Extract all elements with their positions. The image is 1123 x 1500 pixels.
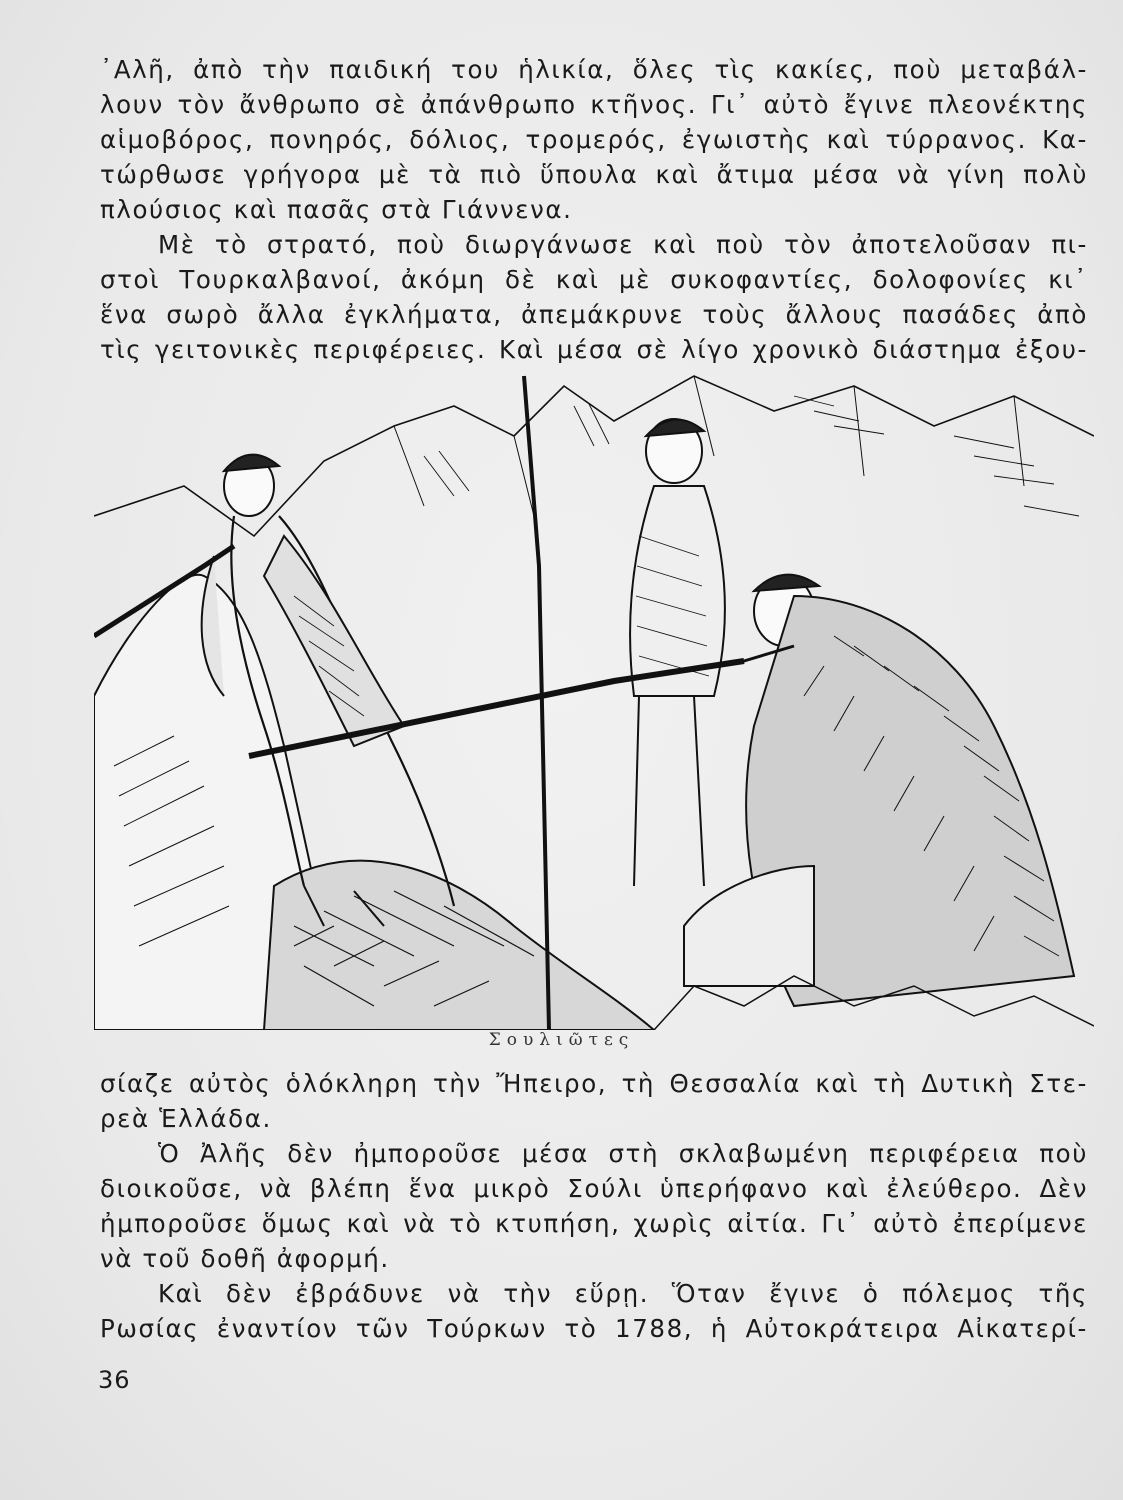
text-line: Ὁ Ἀλῆς δὲν ἠμποροῦσε μέσα στὴ σκλαβωμένη περιφέρεια ποὺ <box>158 1139 1088 1168</box>
text-line: ρεὰ Ἑλλάδα. <box>100 1104 272 1133</box>
page-number: 36 <box>98 1366 131 1394</box>
text-line: ἕνα σωρὸ ἄλλα ἐγκλήματα, ἀπεμάκρυνε τοὺς ἄλλους πασάδες ἀπὸ <box>100 300 1088 329</box>
bottom-text-block <box>100 1066 1088 1346</box>
top-text-block <box>100 52 1088 367</box>
text-line: Καὶ δὲν ἐβράδυνε νὰ τὴν εὕρῃ. Ὅταν ἔγινε ὁ πόλεμος τῆς <box>158 1279 1088 1308</box>
text-line: τὶς γειτονικὲς περιφέρειες. Καὶ μέσα σὲ λίγο χρονικὸ διάστημα ἐξου- <box>100 335 1088 364</box>
souliotes-illustration <box>94 366 1094 1030</box>
text-line: ᾽Αλῆ, ἀπὸ τὴν παιδική του ἡλικία, ὅλες τὶς κακίες, ποὺ μεταβάλ- <box>100 55 1088 84</box>
text-line: Ρωσίας ἐναντίον τῶν Τούρκων τὸ 1788, ἡ Αὐτοκράτειρα Αἰκατερί- <box>100 1314 1088 1343</box>
illustration-caption: Σουλιῶτες <box>488 1030 635 1050</box>
text-line: νὰ τοῦ δοθῆ ἀφορμή. <box>100 1244 390 1273</box>
text-line: στοὶ Τουρκαλβανοί, ἀκόμη δὲ καὶ μὲ συκοφαντίες, δολοφονίες κι᾽ <box>100 265 1088 294</box>
text-line: σίαζε αὐτὸς ὁλόκληρη τὴν Ἤπειρο, τὴ Θεσσαλία καὶ τὴ Δυτικὴ Στε- <box>100 1069 1088 1098</box>
text-line: διοικοῦσε, νὰ βλέπη ἕνα μικρὸ Σούλι ὑπερήφανο καὶ ἐλεύθερο. Δὲν <box>100 1174 1088 1203</box>
text-line: ἠμποροῦσε ὅμως καὶ νὰ τὸ κτυπήση, χωρὶς αἰτία. Γι᾽ αὐτὸ ἐπερίμενε <box>100 1209 1088 1238</box>
text-line: πλούσιος καὶ πασᾶς στὰ Γιάννενα. <box>100 195 573 224</box>
text-line: λουν τὸν ἄνθρωπο σὲ ἀπάνθρωπο κτῆνος. Γι᾽ αὐτὸ ἔγινε πλεονέκτης <box>100 90 1088 119</box>
text-line: Μὲ τὸ στρατό, ποὺ διωργάνωσε καὶ ποὺ τὸν ἀποτελοῦσαν πι- <box>158 230 1088 259</box>
text-line: τώρθωσε γρήγορα μὲ τὰ πιὸ ὕπουλα καὶ ἄτιμα μέσα νὰ γίνη πολὺ <box>100 160 1088 189</box>
text-line: αἱμοβόρος, πονηρός, δόλιος, τρομερός, ἐγωιστὴς καὶ τύρρανος. Κα- <box>100 125 1088 154</box>
